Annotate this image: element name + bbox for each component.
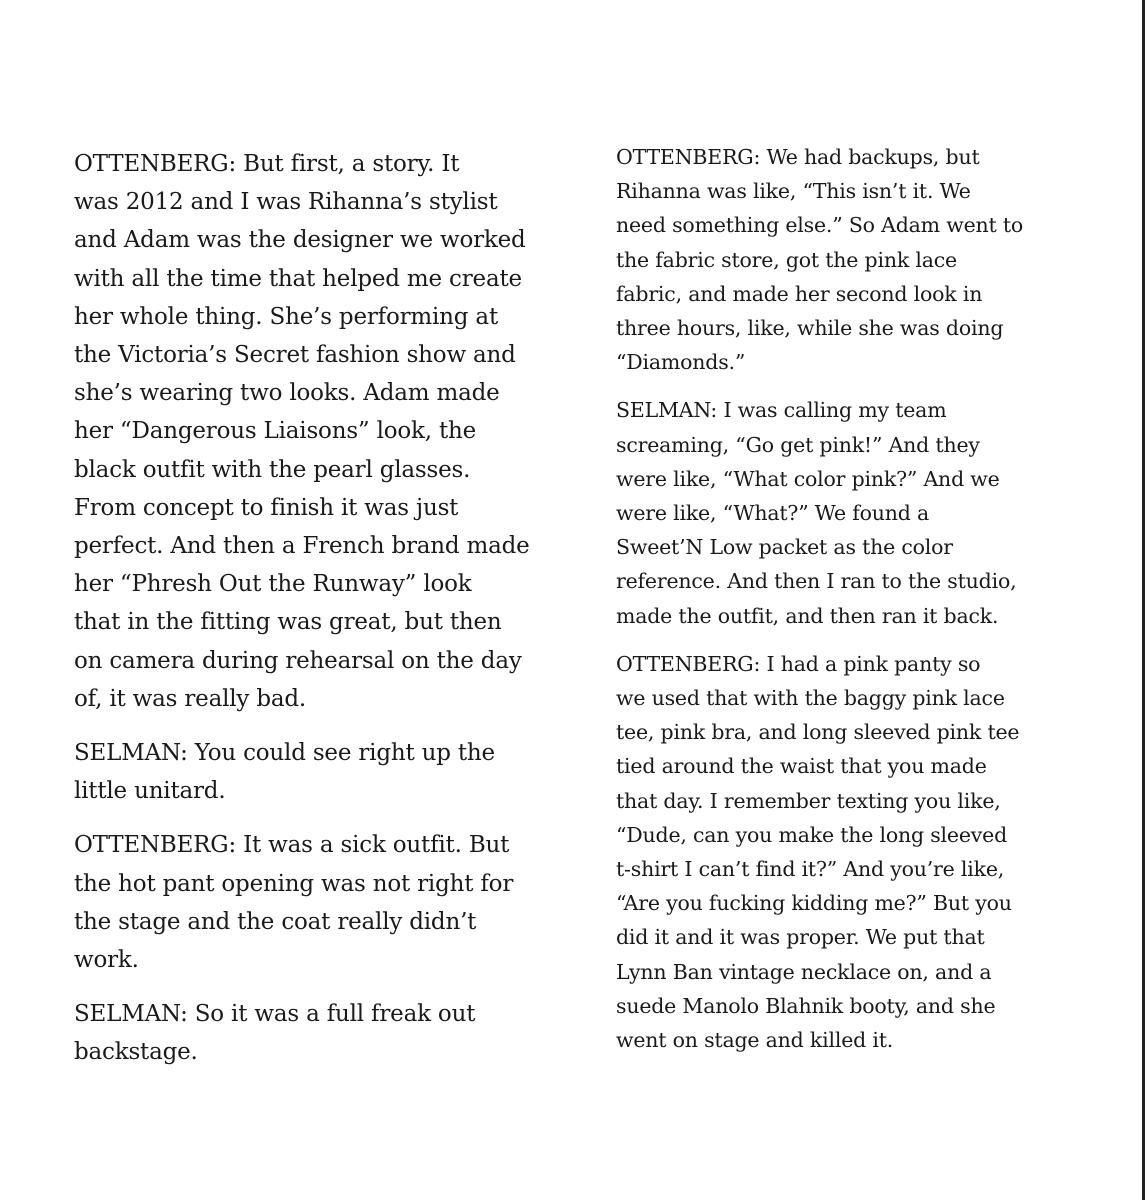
text-line: with all the time that helped me create (74, 265, 522, 292)
text-line: OTTENBERG: It was a sick outfit. But (74, 832, 510, 859)
text-line: t-shirt I can’t find it?” And you’re like, (616, 857, 1005, 882)
text-line: perfect. And then a French brand made (74, 533, 530, 560)
paragraph-selman-freak-out (74, 995, 594, 1071)
text-line: screaming, “Go get pink!” And they (616, 432, 980, 457)
text-line: we used that with the baggy pink lace (616, 686, 1005, 711)
text-line: her “Dangerous Liaisons” look, the (74, 418, 477, 445)
text-line: OTTENBERG: I had a pink panty so (616, 651, 981, 676)
text-line: backstage. (74, 1039, 198, 1066)
text-line: reference. And then I ran to the studio, (616, 569, 1017, 594)
left-column (74, 145, 594, 1088)
text-line: the fabric store, got the pink lace (616, 247, 957, 272)
text-line: were like, “What?” We found a (616, 501, 930, 526)
text-line: tee, pink bra, and long sleeved pink tee (616, 720, 1020, 745)
paragraph-ottenberg-story (74, 145, 594, 718)
text-line: From concept to finish it was just (74, 494, 459, 521)
text-line: on camera during rehearsal on the day (74, 647, 522, 674)
paragraph-ottenberg-backups (616, 140, 1086, 379)
paragraph-ottenberg-sick-outfit (74, 826, 594, 979)
text-line: that in the fitting was great, but then (74, 609, 502, 636)
text-line: made the outfit, and then ran it back. (616, 603, 999, 628)
text-line: she’s wearing two looks. Adam made (74, 380, 500, 407)
text-line: suede Manolo Blahnik booty, and she (616, 993, 996, 1018)
text-line: Rihanna was like, “This isn’t it. We (616, 179, 971, 204)
text-line: “Are you fucking kidding me?” But you (616, 891, 1012, 916)
text-line: OTTENBERG: We had backups, but (616, 145, 980, 169)
text-line: “Dude, can you make the long sleeved (616, 822, 1008, 847)
text-line: Lynn Ban vintage necklace on, and a (616, 959, 992, 984)
text-line: OTTENBERG: But first, a story. It (74, 151, 460, 177)
paragraph-ottenberg-pink-panty (616, 647, 1086, 1057)
text-line: of, it was really bad. (74, 685, 306, 712)
text-line: was 2012 and I was Rihanna’s stylist (74, 189, 498, 216)
text-line: tied around the waist that you made (616, 754, 987, 779)
text-line: “Diamonds.” (616, 350, 746, 375)
text-line: work. (74, 947, 139, 974)
text-line: Sweet’N Low packet as the color (616, 535, 953, 560)
text-line: little unitard. (74, 778, 226, 805)
text-line: SELMAN: You could see right up the (74, 740, 495, 767)
text-line: need something else.” So Adam went to (616, 213, 1024, 238)
text-line: the hot pant opening was not right for (74, 870, 514, 897)
text-line: black outfit with the pearl glasses. (74, 456, 471, 483)
text-line: and Adam was the designer we worked (74, 227, 526, 254)
text-line: her whole thing. She’s performing at (74, 303, 498, 330)
text-line: were like, “What color pink?” And we (616, 466, 1000, 491)
text-line: did it and it was proper. We put that (616, 925, 985, 950)
text-line: SELMAN: So it was a full freak out (74, 1001, 476, 1028)
text-line: her “Phresh Out the Runway” look (74, 571, 472, 598)
text-line: the Victoria’s Secret fashion show and (74, 342, 516, 369)
text-line: went on stage and killed it. (616, 1028, 894, 1053)
text-line: fabric, and made her second look in (616, 281, 983, 306)
text-line: that day. I remember texting you like, (616, 788, 1001, 813)
right-column (616, 140, 1086, 1071)
text-line: SELMAN: I was calling my team (616, 398, 947, 423)
text-line: three hours, like, while she was doing (616, 316, 1004, 341)
text-line: the stage and the coat really didn’t (74, 908, 477, 935)
paragraph-selman-unitard (74, 734, 594, 810)
paragraph-selman-go-get-pink (616, 393, 1086, 632)
